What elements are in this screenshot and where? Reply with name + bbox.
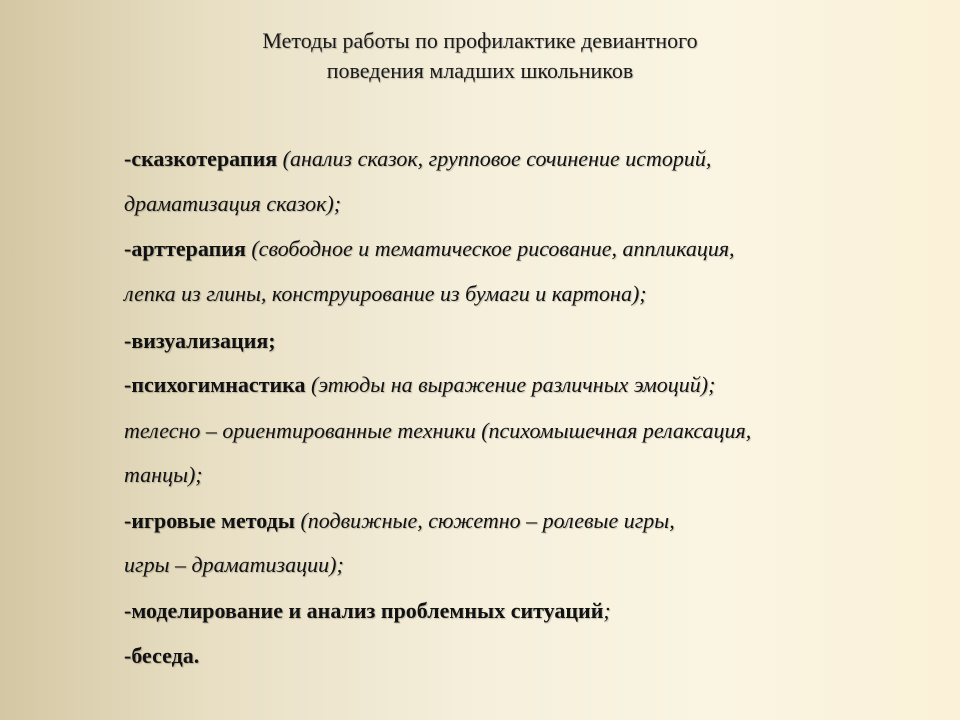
list-item-conversation (124, 641, 199, 671)
item-description: (подвижные, сюжетно – ролевые игры, (294, 508, 675, 533)
list-item-continuation (124, 460, 203, 490)
item-term: сказкотерапия (131, 146, 278, 171)
item-description: драматизация сказок); (124, 191, 342, 216)
item-description: танцы); (124, 462, 203, 487)
list-item-modeling (124, 596, 611, 626)
list-item-psychogymnastics (124, 370, 715, 400)
item-description: игры – драматизации); (124, 552, 344, 577)
item-description: (свободное и тематическое рисование, аппликация, (245, 236, 735, 261)
list-item-continuation (124, 550, 344, 580)
slide-title (0, 26, 960, 86)
item-description: (этюды на выражение различных эмоций); (305, 372, 716, 397)
item-term: моделирование и анализ проблемных ситуаций (131, 598, 604, 623)
list-item-continuation (124, 279, 647, 309)
item-description: (анализ сказок, групповое сочинение историй, (277, 146, 712, 171)
item-dash: - (124, 328, 132, 353)
item-term: игровые методы (131, 508, 295, 533)
item-description: лепка из глины, конструирование из бумаги и картона); (124, 281, 647, 306)
list-item-fairytale-therapy (124, 144, 711, 174)
item-term: беседа. (131, 643, 200, 668)
item-dash: - (124, 236, 132, 261)
item-dash: - (124, 598, 132, 623)
list-item-art-therapy (124, 234, 735, 264)
item-description: ; (603, 598, 611, 623)
list-item-game-methods (124, 506, 675, 536)
item-term: психогимнастика (131, 372, 306, 397)
item-term: арттерапия (131, 236, 246, 261)
list-item-continuation (124, 189, 341, 219)
item-dash: - (124, 508, 132, 533)
list-item-visualization (124, 326, 276, 356)
item-dash: - (124, 372, 132, 397)
item-dash: - (124, 643, 132, 668)
item-dash: - (124, 146, 132, 171)
item-term: визуализация; (131, 328, 276, 353)
list-item-continuation (124, 416, 751, 446)
slide-title-line-2: поведения младших школьников (326, 58, 634, 83)
slide-title-line-1: Методы работы по профилактике девиантного (262, 28, 698, 53)
item-description: телесно – ориентированные техники (психомышечная релаксация, (124, 418, 752, 443)
